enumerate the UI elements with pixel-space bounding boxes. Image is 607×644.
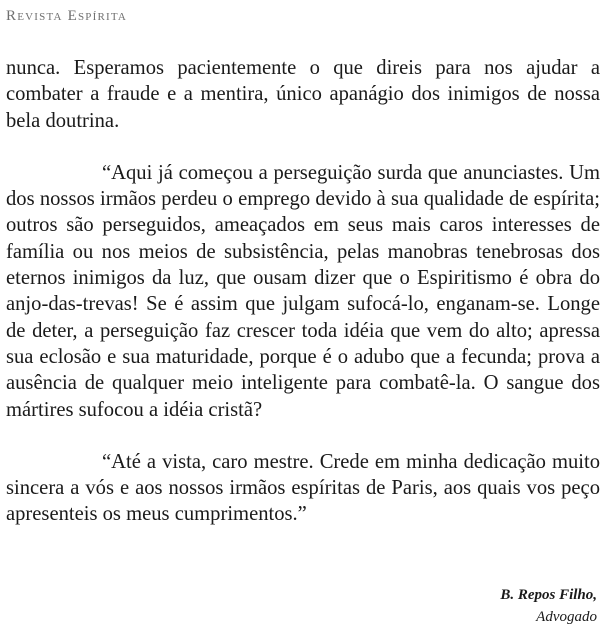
signature-name: B. Repos Filho, [500,587,597,603]
signature-block [500,584,597,628]
running-header: Revista Espírita [6,8,128,24]
paragraph-3: “Até a vista, caro mestre. Crede em minha dedicação muito sincera a vós e aos nossos irmãos espíritas de Paris, aos quais vos peço apresenteis os meus cumprimentos.” [6,450,600,526]
page-body [6,55,600,528]
signature-title: Advogado [536,609,597,625]
paragraph-1: nunca. Esperamos pacientemente o que direis para nos ajudar a combater a fraude e a mentira, único apanágio dos inimigos de nossa bela doutrina. [6,57,600,132]
paragraph-2: “Aqui já começou a perseguição surda que anunciastes. Um dos nossos irmãos perdeu o emprego devido à sua qualidade de espírita; outros são perseguidos, ameaçados em seus mais caros interesses de família ou nos meios de subsistência, pelas manobras tenebrosas dos eternos inimigos da luz, que ousam dizer que o Espiritismo é obra do anjo-das-trevas! Se é assim que julgam sufocá-lo, enganam-se. Longe de deter, a perseguição faz crescer toda idéia que vem do alto; apressa sua eclosão e sua maturidade, porque é o adubo que a fecunda; prova a ausência de qualquer meio inteligente para combatê-la. O sangue dos mártires sufocou a idéia cristã? [6,161,600,421]
